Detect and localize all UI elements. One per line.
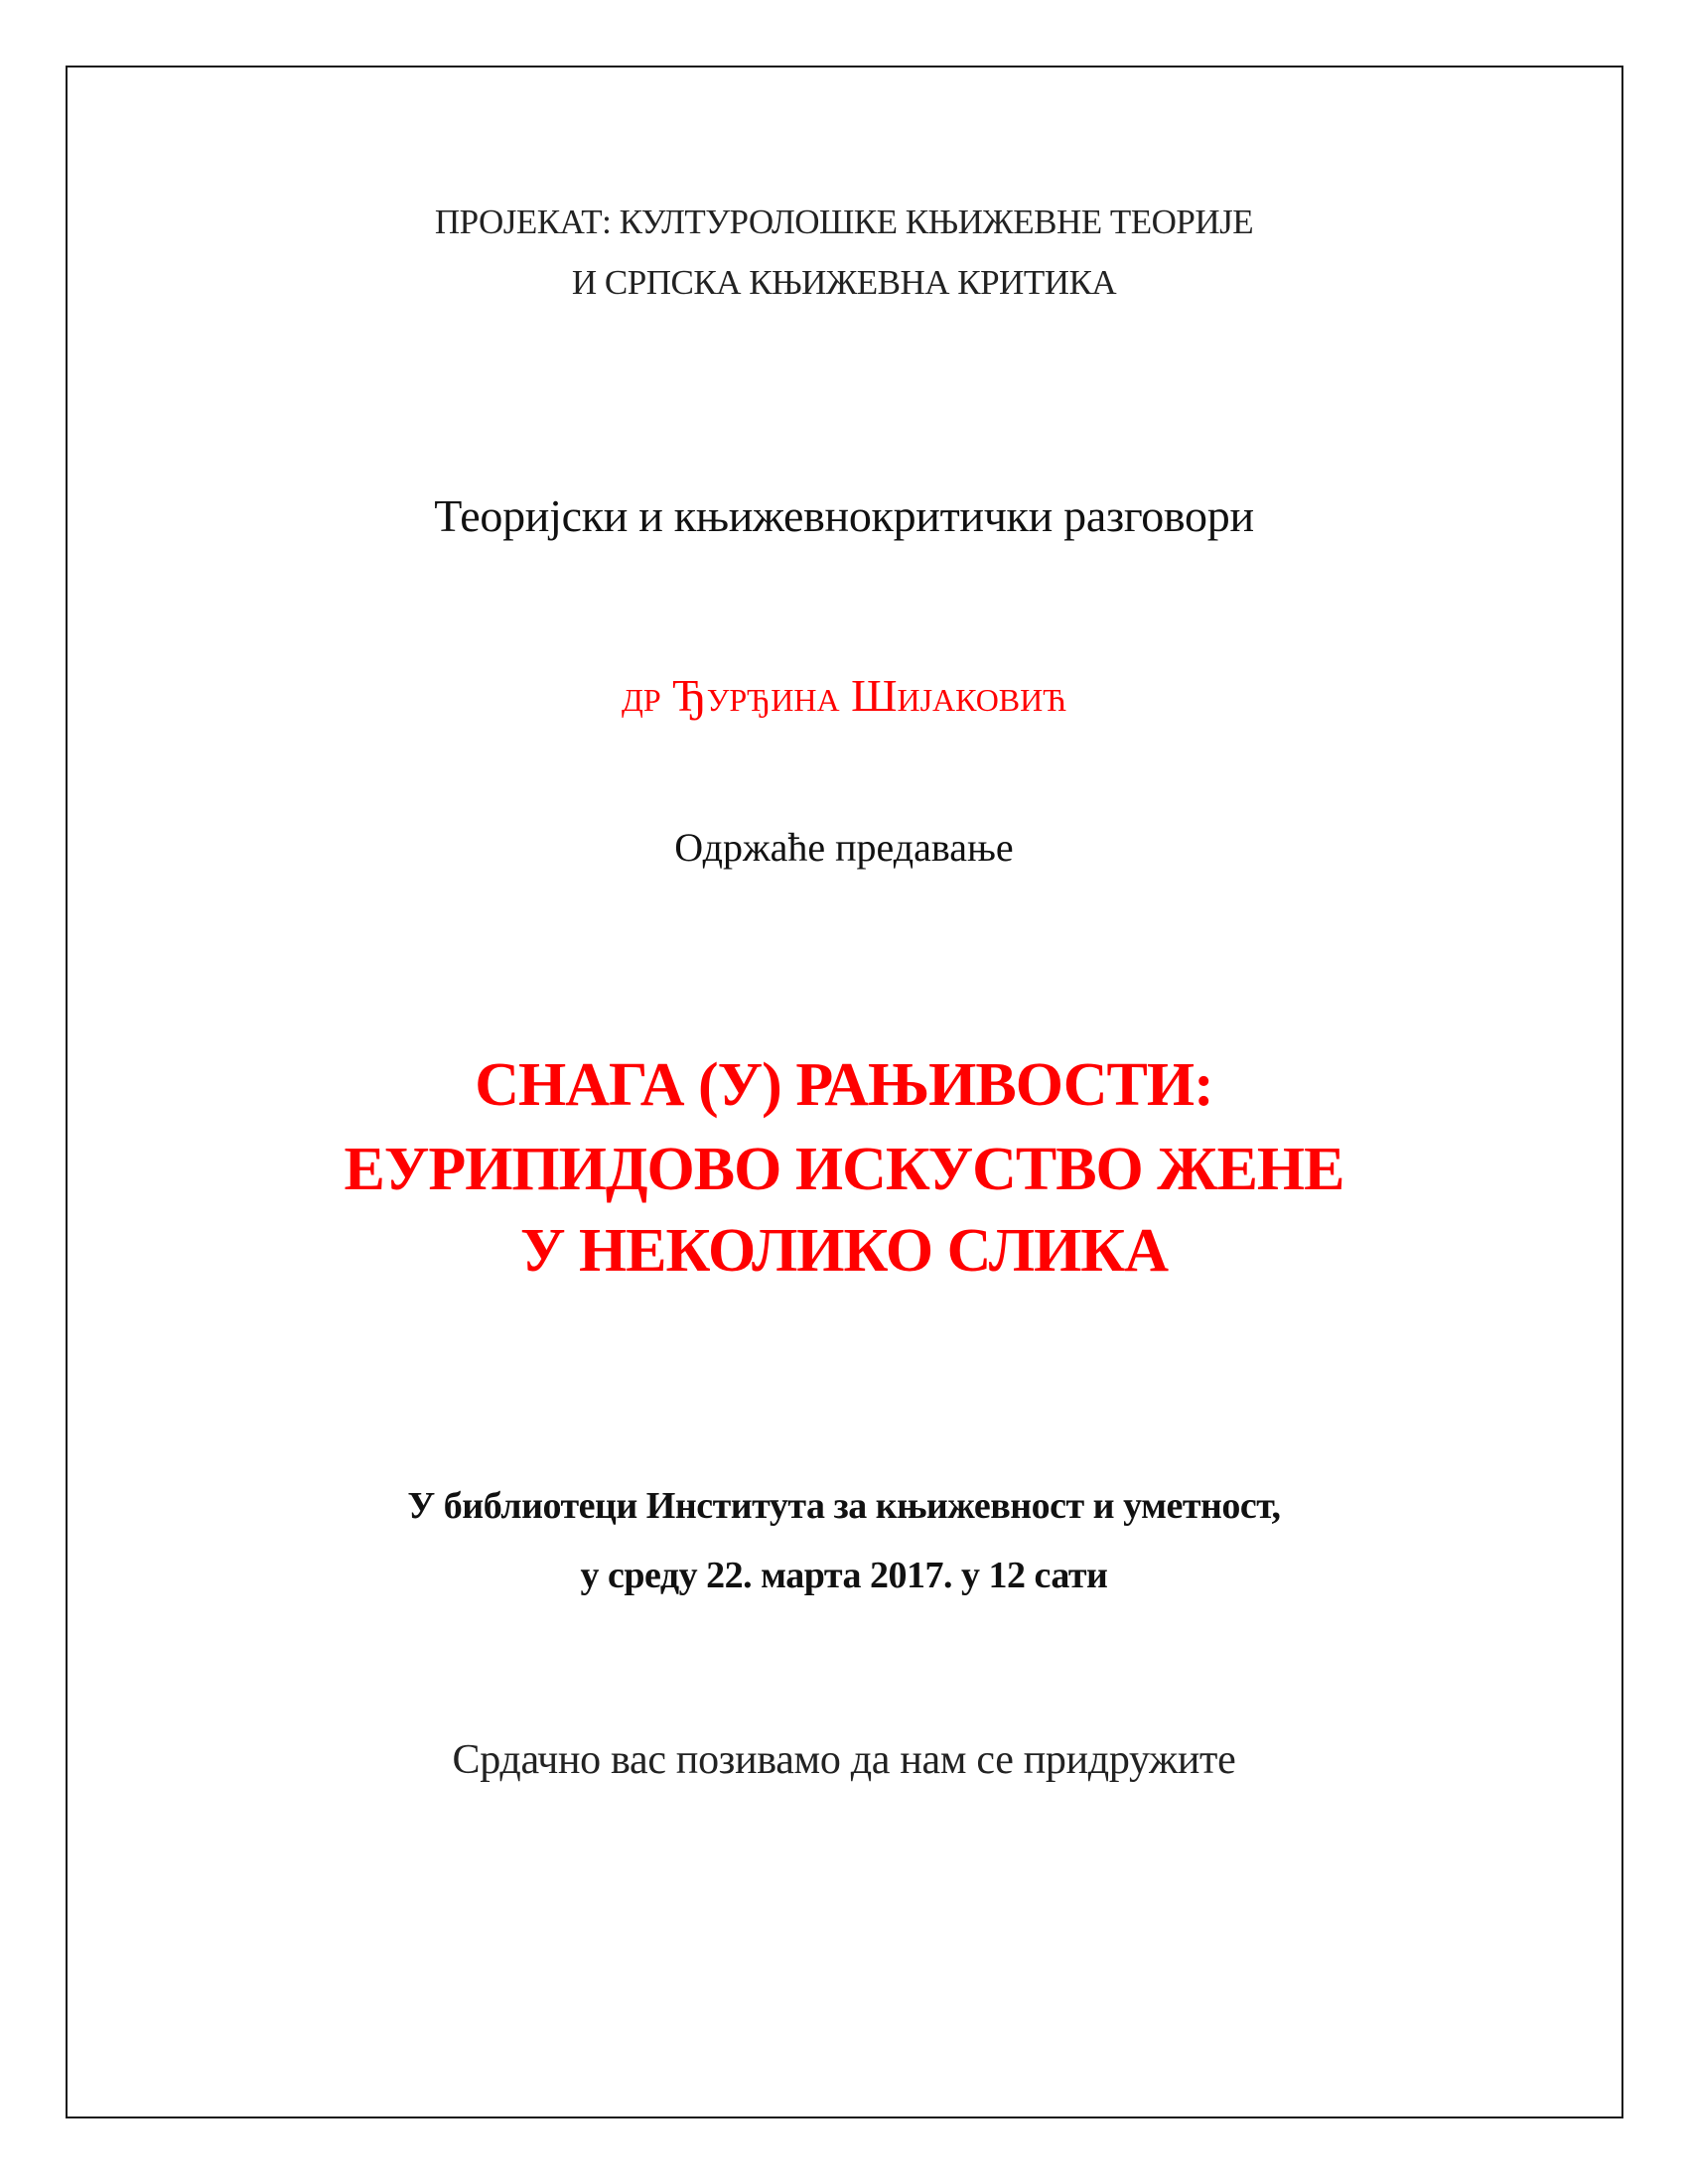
venue-line-1: У библиотеци Института за књижевност и уметност,: [407, 1485, 1281, 1527]
lecture-title-line-1: СНАГА (У) РАЊИВОСТИ:: [475, 1051, 1213, 1119]
project-header-line-2: И СРПСКА КЊИЖЕВНА КРИТИКА: [571, 263, 1117, 302]
project-header-line-1: ПРОЈЕКАТ: КУЛТУРОЛОШКЕ КЊИЖЕВНЕ ТЕОРИЈЕ: [434, 203, 1254, 241]
lecture-title-line-2: ЕУРИПИДОВО ИСКУСТВО ЖЕНЕ: [344, 1136, 1344, 1203]
series-title: Теоријски и књижевнокритички разговори: [434, 490, 1254, 541]
announcement-text: Одржаће предавање: [674, 825, 1014, 870]
speaker-name: др Ђурђина Шијаковић: [622, 670, 1066, 721]
venue-line-2: у среду 22. марта 2017. у 12 сати: [580, 1555, 1108, 1596]
lecture-title-line-3: У НЕКОЛИКО СЛИКА: [519, 1217, 1169, 1285]
closing-invitation: Срдачно вас позивамо да нам се придружите: [452, 1737, 1236, 1783]
